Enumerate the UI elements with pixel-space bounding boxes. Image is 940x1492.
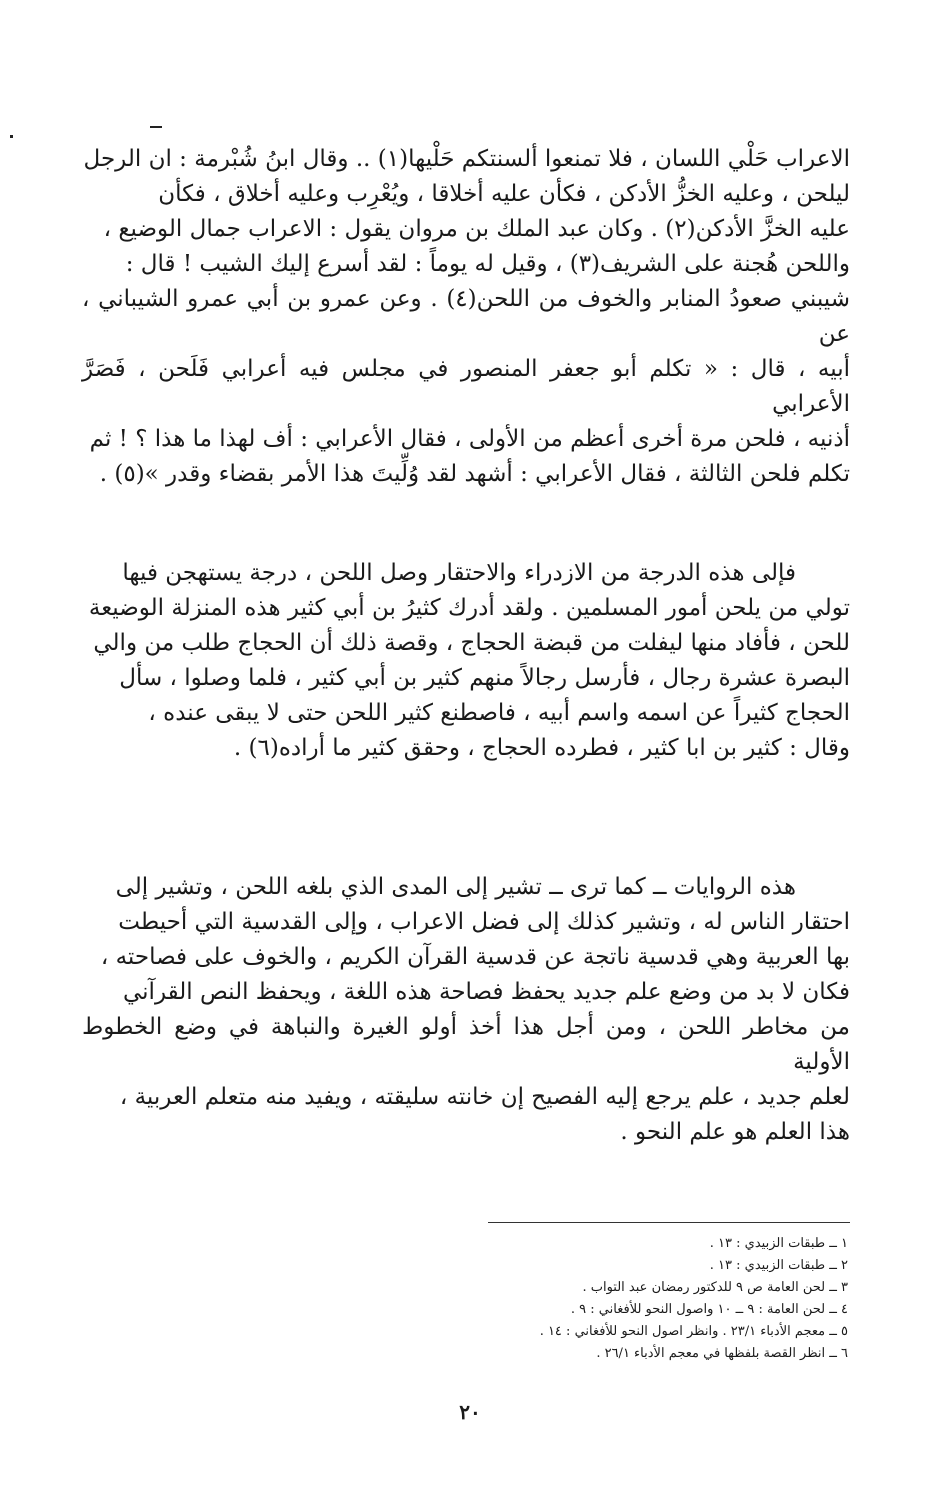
page-number: ٢٠ <box>459 1400 481 1424</box>
paragraph-3 <box>82 870 850 1150</box>
margin-scan-dot <box>10 135 13 138</box>
paragraph-2 <box>82 556 850 766</box>
text-line: عليه الخزَّ الأدكن(٢) . وكان عبد الملك بن مروان يقول : الاعراب جمال الوضيع ، <box>103 216 850 242</box>
top-scan-mark <box>150 126 162 128</box>
text-line: هذا العلم هو علم النحو . <box>620 1119 850 1145</box>
text-line: واللحن هُجنة على الشريف(٣) ، وقيل له يوماً : لقد أسرع إليك الشيب ! قال : <box>125 251 850 277</box>
text-line: البصرة عشرة رجال ، فأرسل رجالاً منهم كثير بن أبي كثير ، فلما وصلوا ، سأل <box>119 665 850 691</box>
text-line: أبيه ، قال : « تكلم أبو جعفر المنصور في مجلس فيه أعرابي فَلَحن ، فَصَرَّ الأعرابي <box>82 356 850 417</box>
text-line: احتقار الناس له ، وتشير كذلك إلى فضل الاعراب ، وإلى القدسية التي أحيطت <box>118 909 850 935</box>
text-line: ليلحن ، وعليه الخزُّ الأدكن ، فكأن عليه أخلاقا ، ويُعْرِب وعليه أخلاق ، فكأن <box>158 181 850 207</box>
text-line: تكلم فلحن الثالثة ، فقال الأعرابي : أشهد لقد وُلِّيتَ هذا الأمر بقضاء وقدر »(٥) . <box>99 461 850 487</box>
footnote-item: ٢ ــ طبقات الزبيدي : ١٣ . <box>709 1258 848 1273</box>
text-line: لعلم جديد ، علم يرجع إليه الفصيح إن خانته سليقته ، ويفيد منه متعلم العربية ، <box>119 1084 850 1110</box>
text-line: تولي من يلحن أمور المسلمين . ولقد أدرك كثيرُ بن أبي كثير هذه المنزلة الوضيعة <box>88 595 850 621</box>
text-line: الاعراب حَلْي اللسان ، فلا تمنعوا ألسنتكم حَلْيها(١) .. وقال ابنُ شُبْرمة : ان الرجل <box>83 146 850 172</box>
text-line: للحن ، فأفاد منها ليفلت من قبضة الحجاج ، وقصة ذلك أن الحجاج طلب من والي <box>93 630 850 656</box>
text-line: من مخاطر اللحن ، ومن أجل هذا أخذ أولو الغيرة والنباهة في وضع الخطوط الأولية <box>82 1014 850 1075</box>
paragraph-1 <box>82 142 850 492</box>
footnote-item: ٦ ــ انظر القصة بلفظها في معجم الأدباء ٢٦/١ . <box>596 1346 848 1361</box>
text-line: أذنيه ، فلحن مرة أخرى أعظم من الأولى ، فقال الأعرابي : أف لهذا ما هذا ؟ ! ثم <box>89 426 850 452</box>
text-line: وقال : كثير بن ابا كثير ، فطرده الحجاج ، وحقق كثير ما أراده(٦) . <box>233 735 850 761</box>
footnote-item: ٣ ــ لحن العامة ص ٩ للدكتور رمضان عبد التواب . <box>582 1280 848 1295</box>
text-line: فكان لا بد من وضع علم جديد يحفظ فصاحة هذه اللغة ، ويحفظ النص القرآني <box>122 979 850 1005</box>
footnotes-list <box>300 1233 848 1365</box>
text-line: هذه الروايات ــ كما ترى ــ تشير إلى المدى الذي بلغه اللحن ، وتشير إلى <box>115 874 796 900</box>
text-line: الحجاج كثيراً عن اسمه واسم أبيه ، فاصطنع كثير اللحن حتى لا يبقى عنده ، <box>148 700 850 726</box>
footnote-item: ٥ ــ معجم الأدباء ٢٣/١ . وانظر اصول النحو للأفغاني : ١٤ . <box>539 1324 848 1339</box>
footnote-item: ٤ ــ لحن العامة : ٩ ــ ١٠ واصول النحو للأفغاني : ٩ . <box>570 1302 848 1317</box>
footnote-item: ١ ــ طبقات الزبيدي : ١٣ . <box>709 1236 848 1251</box>
text-line: شيبني صعودُ المنابر والخوف من اللحن(٤) . وعن عمرو بن أبي عمرو الشيباني ، عن <box>82 286 850 347</box>
text-line: بها العربية وهي قدسية ناتجة عن قدسية القرآن الكريم ، والخوف على فصاحته ، <box>100 944 850 970</box>
footnote-divider <box>488 1222 850 1223</box>
text-line: فإلى هذه الدرجة من الازدراء والاحتقار وصل اللحن ، درجة يستهجن فيها <box>122 560 796 586</box>
